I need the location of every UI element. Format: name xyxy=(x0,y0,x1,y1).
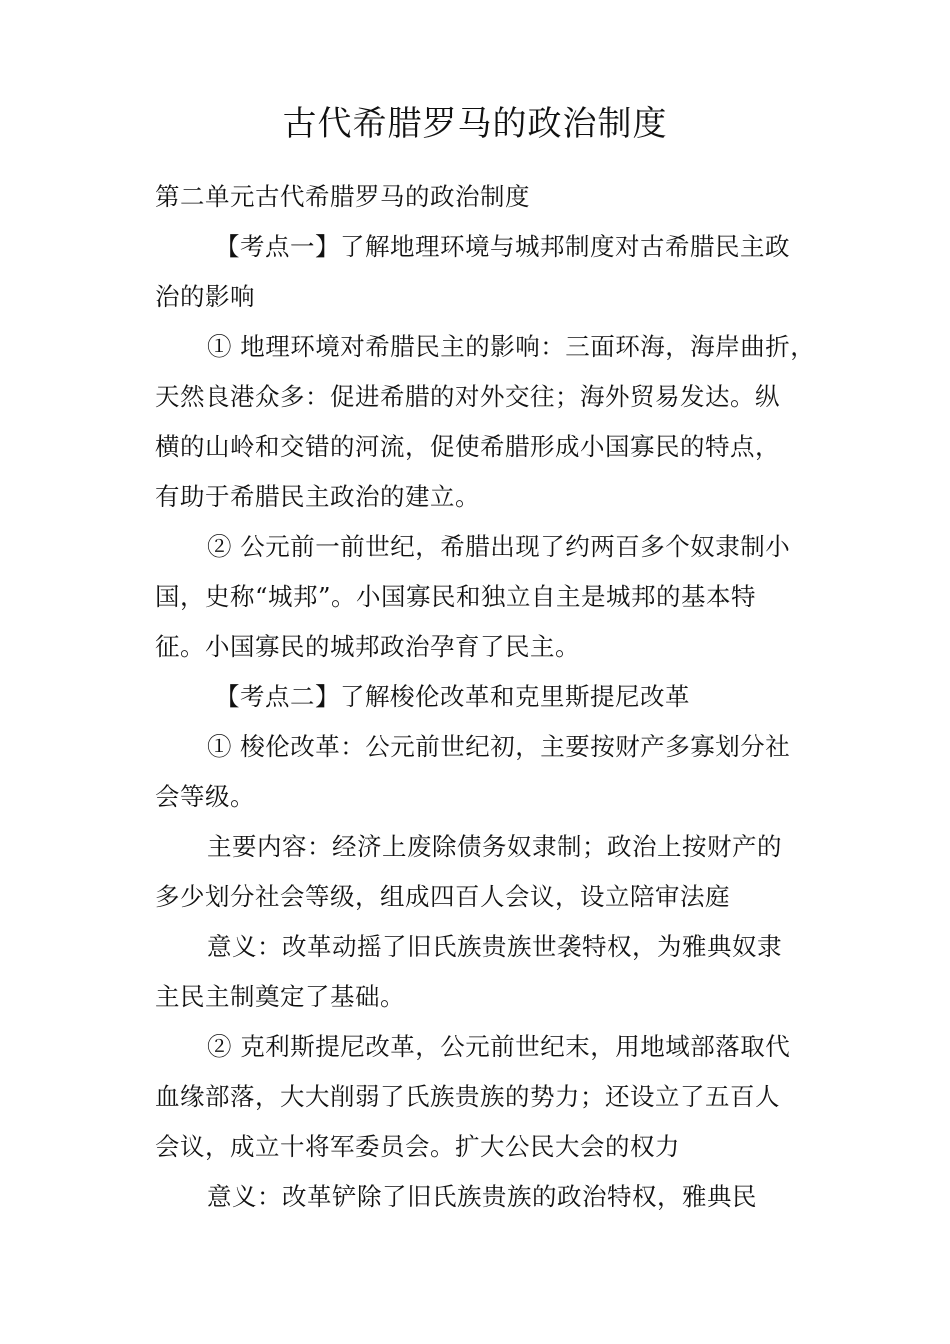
text-line: 征。小国寡民的城邦政治孕育了民主。 xyxy=(155,632,580,661)
text-line: 意义：改革铲除了旧氏族贵族的政治特权，雅典民 xyxy=(207,1182,757,1211)
text-line: 有助于希腊民主政治的建立。 xyxy=(155,482,480,511)
text-line: ① 梭伦改革：公元前世纪初，主要按财产多寡划分社 xyxy=(207,732,791,761)
text-line: ② 公元前一前世纪，希腊出现了约两百多个奴隶制小 xyxy=(207,532,791,561)
text-line: ② 克利斯提尼改革，公元前世纪末，用地域部落取代 xyxy=(207,1032,791,1061)
unit-heading: 第二单元古代希腊罗马的政治制度 xyxy=(155,182,530,211)
text-line: 主要内容：经济上废除债务奴隶制；政治上按财产的 xyxy=(207,832,782,861)
document-body xyxy=(155,172,815,1222)
text-line: 会议，成立十将军委员会。扩大公民大会的权力 xyxy=(155,1132,680,1161)
text-line: 会等级。 xyxy=(155,782,255,811)
text-line: 意义：改革动摇了旧氏族贵族世袭特权，为雅典奴隶 xyxy=(207,932,782,961)
text-line: 治的影响 xyxy=(155,282,255,311)
text-line: 天然良港众多：促进希腊的对外交往；海外贸易发达。纵 xyxy=(155,382,780,411)
text-line: 主民主制奠定了基础。 xyxy=(155,982,405,1011)
text-line: ① 地理环境对希腊民主的影响：三面环海，海岸曲折， xyxy=(207,332,816,361)
text-line: 国，史称“城邦”。小国寡民和独立自主是城邦的基本特 xyxy=(155,582,757,611)
text-line: 横的山岭和交错的河流，促使希腊形成小国寡民的特点， xyxy=(155,432,780,461)
text-line: 多少划分社会等级，组成四百人会议，设立陪审法庭 xyxy=(155,882,730,911)
text-line: 血缘部落，大大削弱了氏族贵族的势力；还设立了五百人 xyxy=(155,1082,780,1111)
key-point-1-heading: 【考点一】了解地理环境与城邦制度对古希腊民主政 xyxy=(215,232,790,261)
document-title: 古代希腊罗马的政治制度 xyxy=(282,104,668,144)
key-point-2-heading: 【考点二】了解梭伦改革和克里斯提尼改革 xyxy=(215,682,690,711)
